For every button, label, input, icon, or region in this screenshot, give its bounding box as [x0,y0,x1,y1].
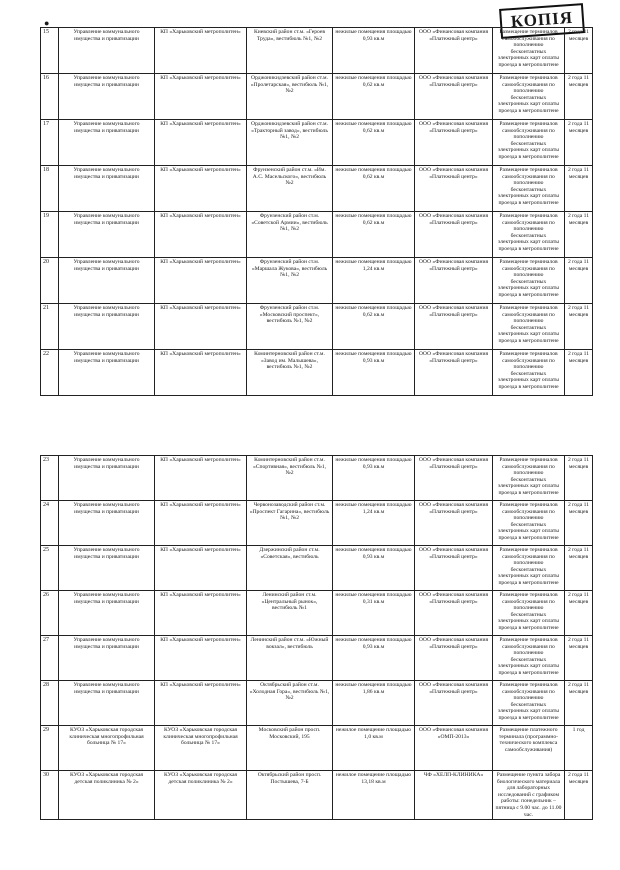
holder-cell: КУОЗ «Харьковская городская детская поликлиника № 2» [155,771,247,820]
holder-cell: КП «Харьковский метрополитен» [155,74,247,120]
purpose-cell: Размещение терминалов самообслуживания по пополнению бесконтактных электронных карт оплаты проезда в метрополитене [493,546,565,591]
address-cell: Киевский район ст.м. «Героев Труда», вестибюль №1, №2 [247,28,333,74]
purpose-cell: Размещение терминалов самообслуживания по пополнению бесконтактных электронных карт оплаты проезда в метрополитене [493,28,565,74]
table-row [41,350,593,396]
premises-cell: нежилые помещения площадью 0,93 кв.м [333,350,415,396]
holder-cell: КП «Харьковский метрополитен» [155,212,247,258]
tenant-cell: ООО «Финансовая компания «Платежный центр» [415,350,493,396]
table-row [41,120,593,166]
purpose-cell: Размещение пункта забора биологического материала для лабораторных исследований с графиком работы: понедельник – пятница с 9.00 час. до 11.00 час. [493,771,565,820]
address-cell: Коминтерновский район ст.м. «Завод им. Малышева», вестибюль №1, №2 [247,350,333,396]
purpose-cell: Размещение терминалов самообслуживания по пополнению бесконтактных электронных карт оплаты проезда в метрополитене [493,501,565,546]
purpose-cell: Размещение терминалов самообслуживания по пополнению бесконтактных электронных карт оплаты проезда в метрополитене [493,636,565,681]
holder-cell: КП «Харьковский метрополитен» [155,456,247,501]
lease-table-upper [40,27,593,396]
tenant-cell: ООО «Финансовая компания «Платежный центр» [415,456,493,501]
address-cell: Фрунзенский район ст.м. «Маршала Жукова», вестибюль №1, №2 [247,258,333,304]
owner-cell: Управление коммунального имущества и приватизации [59,636,155,681]
premises-cell: нежилые помещения площадью 0,62 кв.м [333,212,415,258]
table-row [41,258,593,304]
table-row [41,681,593,726]
premises-cell: нежилое помещение площадью 1,0 кв.м [333,726,415,771]
premises-cell: нежилые помещения площадью 0,31 кв.м [333,591,415,636]
purpose-cell: Размещение терминалов самообслуживания по пополнению бесконтактных электронных карт оплаты проезда в метрополитене [493,681,565,726]
lease-table-lower [40,455,593,820]
premises-cell: нежилые помещения площадью 1,86 кв.м [333,681,415,726]
row-number: 26 [41,591,59,636]
table-row [41,591,593,636]
holder-cell: КУОЗ «Харьковская городская клиническая многопрофильная больница № 17» [155,726,247,771]
row-number: 21 [41,304,59,350]
row-number: 28 [41,681,59,726]
premises-cell: нежилые помещения площадью 0,62 кв.м [333,304,415,350]
tenant-cell: ООО «Финансовая компания «Платежный центр» [415,681,493,726]
owner-cell: Управление коммунального имущества и приватизации [59,120,155,166]
copy-stamp: КОПІЯ [499,3,585,39]
holder-cell: КП «Харьковский метрополитен» [155,350,247,396]
term-cell: 2 года 11 месяцев [565,28,593,74]
table-row [41,771,593,820]
row-number: 16 [41,74,59,120]
holder-cell: КП «Харьковский метрополитен» [155,166,247,212]
owner-cell: Управление коммунального имущества и приватизации [59,591,155,636]
term-cell: 1 год [565,726,593,771]
purpose-cell: Размещение терминалов самообслуживания по пополнению бесконтактных электронных карт оплаты проезда в метрополитене [493,350,565,396]
premises-cell: нежилые помещения площадью 0,62 кв.м [333,74,415,120]
table-row [41,212,593,258]
tenant-cell: ЧФ «ХЕЛП-КЛИНИКА» [415,771,493,820]
purpose-cell: Размещение терминалов самообслуживания по пополнению бесконтактных электронных карт оплаты проезда в метрополитене [493,120,565,166]
tenant-cell: ООО «Финансовая компания «Платежный центр» [415,501,493,546]
purpose-cell: Размещение терминалов самообслуживания по пополнению бесконтактных электронных карт оплаты проезда в метрополитене [493,591,565,636]
purpose-cell: Размещение терминалов самообслуживания по пополнению бесконтактных электронных карт оплаты проезда в метрополитене [493,258,565,304]
address-cell: Московский район просп. Московский, 195 [247,726,333,771]
holder-cell: КП «Харьковский метрополитен» [155,591,247,636]
term-cell: 2 года 11 месяцев [565,166,593,212]
premises-cell: нежилые помещения площадью 0,93 кв.м [333,636,415,681]
table-row [41,501,593,546]
table-row [41,546,593,591]
table-row [41,304,593,350]
address-cell: Ленинский район ст.м. «Центральный рынок», вестибюль №1 [247,591,333,636]
purpose-cell: Размещение платежного терминала (программно-технического комплекса самообслуживания) [493,726,565,771]
term-cell: 2 года 11 месяцев [565,501,593,546]
corner-mark: ● [44,18,50,28]
row-number: 15 [41,28,59,74]
table-row [41,726,593,771]
tenant-cell: ООО «Финансовая компания «Платежный центр» [415,120,493,166]
term-cell: 2 года 11 месяцев [565,258,593,304]
row-number: 29 [41,726,59,771]
owner-cell: Управление коммунального имущества и приватизации [59,681,155,726]
owner-cell: Управление коммунального имущества и приватизации [59,258,155,304]
holder-cell: КП «Харьковский метрополитен» [155,681,247,726]
purpose-cell: Размещение терминалов самообслуживания по пополнению бесконтактных электронных карт оплаты проезда в метрополитене [493,212,565,258]
address-cell: Ленинский район ст.м. «Южный вокзал», вестибюль [247,636,333,681]
tenant-cell: ООО «Финансовая компания «Платежный центр» [415,212,493,258]
term-cell: 2 года 11 месяцев [565,546,593,591]
holder-cell: КП «Харьковский метрополитен» [155,28,247,74]
row-number: 30 [41,771,59,820]
holder-cell: КП «Харьковский метрополитен» [155,120,247,166]
row-number: 27 [41,636,59,681]
purpose-cell: Размещение терминалов самообслуживания по пополнению бесконтактных электронных карт оплаты проезда в метрополитене [493,166,565,212]
address-cell: Орджоникидзевский район ст.м. «Тракторный завод», вестибюль №1, №2 [247,120,333,166]
table-row [41,28,593,74]
premises-cell: нежилые помещения площадью 0,62 кв.м [333,166,415,212]
term-cell: 2 года 11 месяцев [565,212,593,258]
address-cell: Октябрьский район ст.м. «Холодная Гора», вестибюль №1, №2 [247,681,333,726]
address-cell: Червонозаводский район ст.м. «Проспект Гагарина», вестибюль №1, №2 [247,501,333,546]
row-number: 25 [41,546,59,591]
owner-cell: Управление коммунального имущества и приватизации [59,304,155,350]
purpose-cell: Размещение терминалов самообслуживания по пополнению бесконтактных электронных карт оплаты проезда в метрополитене [493,74,565,120]
term-cell: 2 года 11 месяцев [565,771,593,820]
address-cell: Фрунзенский район ст.м. «Московский проспект», вестибюль №1, №2 [247,304,333,350]
term-cell: 2 года 11 месяцев [565,681,593,726]
row-number: 19 [41,212,59,258]
tenant-cell: ООО «Финансовая компания «Платежный центр» [415,166,493,212]
holder-cell: КП «Харьковский метрополитен» [155,258,247,304]
premises-cell: нежилое помещение площадью 13,18 кв.м [333,771,415,820]
owner-cell: Управление коммунального имущества и приватизации [59,166,155,212]
tenant-cell: ООО «Финансовая компания «ОМП-2013» [415,726,493,771]
tenant-cell: ООО «Финансовая компания «Платежный центр» [415,28,493,74]
premises-cell: нежилые помещения площадью 1,24 кв.м [333,258,415,304]
premises-cell: нежилые помещения площадью 0,93 кв.м [333,546,415,591]
term-cell: 2 года 11 месяцев [565,120,593,166]
owner-cell: Управление коммунального имущества и приватизации [59,212,155,258]
premises-cell: нежилые помещения площадью 0,93 кв.м [333,28,415,74]
table-row [41,636,593,681]
purpose-cell: Размещение терминалов самообслуживания по пополнению бесконтактных электронных карт оплаты проезда в метрополитене [493,304,565,350]
address-cell: Орджоникидзевский район ст.м. «Пролетарская», вестибюль №1, №2 [247,74,333,120]
owner-cell: Управление коммунального имущества и приватизации [59,456,155,501]
term-cell: 2 года 11 месяцев [565,456,593,501]
tenant-cell: ООО «Финансовая компания «Платежный центр» [415,304,493,350]
row-number: 17 [41,120,59,166]
term-cell: 2 года 11 месяцев [565,304,593,350]
row-number: 24 [41,501,59,546]
holder-cell: КП «Харьковский метрополитен» [155,546,247,591]
row-number: 18 [41,166,59,212]
tenant-cell: ООО «Финансовая компания «Платежный центр» [415,591,493,636]
owner-cell: Управление коммунального имущества и приватизации [59,501,155,546]
address-cell: Фрунзенский район ст.м. «Советской Армии», вестибюль №1, №2 [247,212,333,258]
purpose-cell: Размещение терминалов самообслуживания по пополнению бесконтактных электронных карт оплаты проезда в метрополитене [493,456,565,501]
address-cell: Дзержинский район ст.м. «Советская», вестибюль [247,546,333,591]
table-row [41,74,593,120]
term-cell: 2 года 11 месяцев [565,636,593,681]
holder-cell: КП «Харьковский метрополитен» [155,304,247,350]
term-cell: 2 года 11 месяцев [565,74,593,120]
table-row [41,166,593,212]
row-number: 23 [41,456,59,501]
row-number: 20 [41,258,59,304]
tenant-cell: ООО «Финансовая компания «Платежный центр» [415,546,493,591]
premises-cell: нежилые помещения площадью 0,93 кв.м [333,456,415,501]
owner-cell: Управление коммунального имущества и приватизации [59,350,155,396]
address-cell: Коминтерновский район ст.м. «Спортивная», вестибюль №1, №2 [247,456,333,501]
tenant-cell: ООО «Финансовая компания «Платежный центр» [415,258,493,304]
owner-cell: КУОЗ «Харьковская городская детская поликлиника № 2» [59,771,155,820]
term-cell: 2 года 11 месяцев [565,350,593,396]
term-cell: 2 года 11 месяцев [565,591,593,636]
premises-cell: нежилые помещения площадью 0,62 кв.м [333,120,415,166]
table-row [41,456,593,501]
tenant-cell: ООО «Финансовая компания «Платежный центр» [415,74,493,120]
address-cell: Фрунзенский район ст.м. «Им. А.С. Масельского», вестибюль №2 [247,166,333,212]
owner-cell: Управление коммунального имущества и приватизации [59,74,155,120]
address-cell: Октябрьский район просп. Постышева, 7-Б [247,771,333,820]
owner-cell: Управление коммунального имущества и приватизации [59,28,155,74]
holder-cell: КП «Харьковский метрополитен» [155,501,247,546]
holder-cell: КП «Харьковский метрополитен» [155,636,247,681]
premises-cell: нежилые помещения площадью 1,24 кв.м [333,501,415,546]
owner-cell: КУОЗ «Харьковская городская клиническая многопрофильная больница № 17» [59,726,155,771]
owner-cell: Управление коммунального имущества и приватизации [59,546,155,591]
row-number: 22 [41,350,59,396]
tenant-cell: ООО «Финансовая компания «Платежный центр» [415,636,493,681]
